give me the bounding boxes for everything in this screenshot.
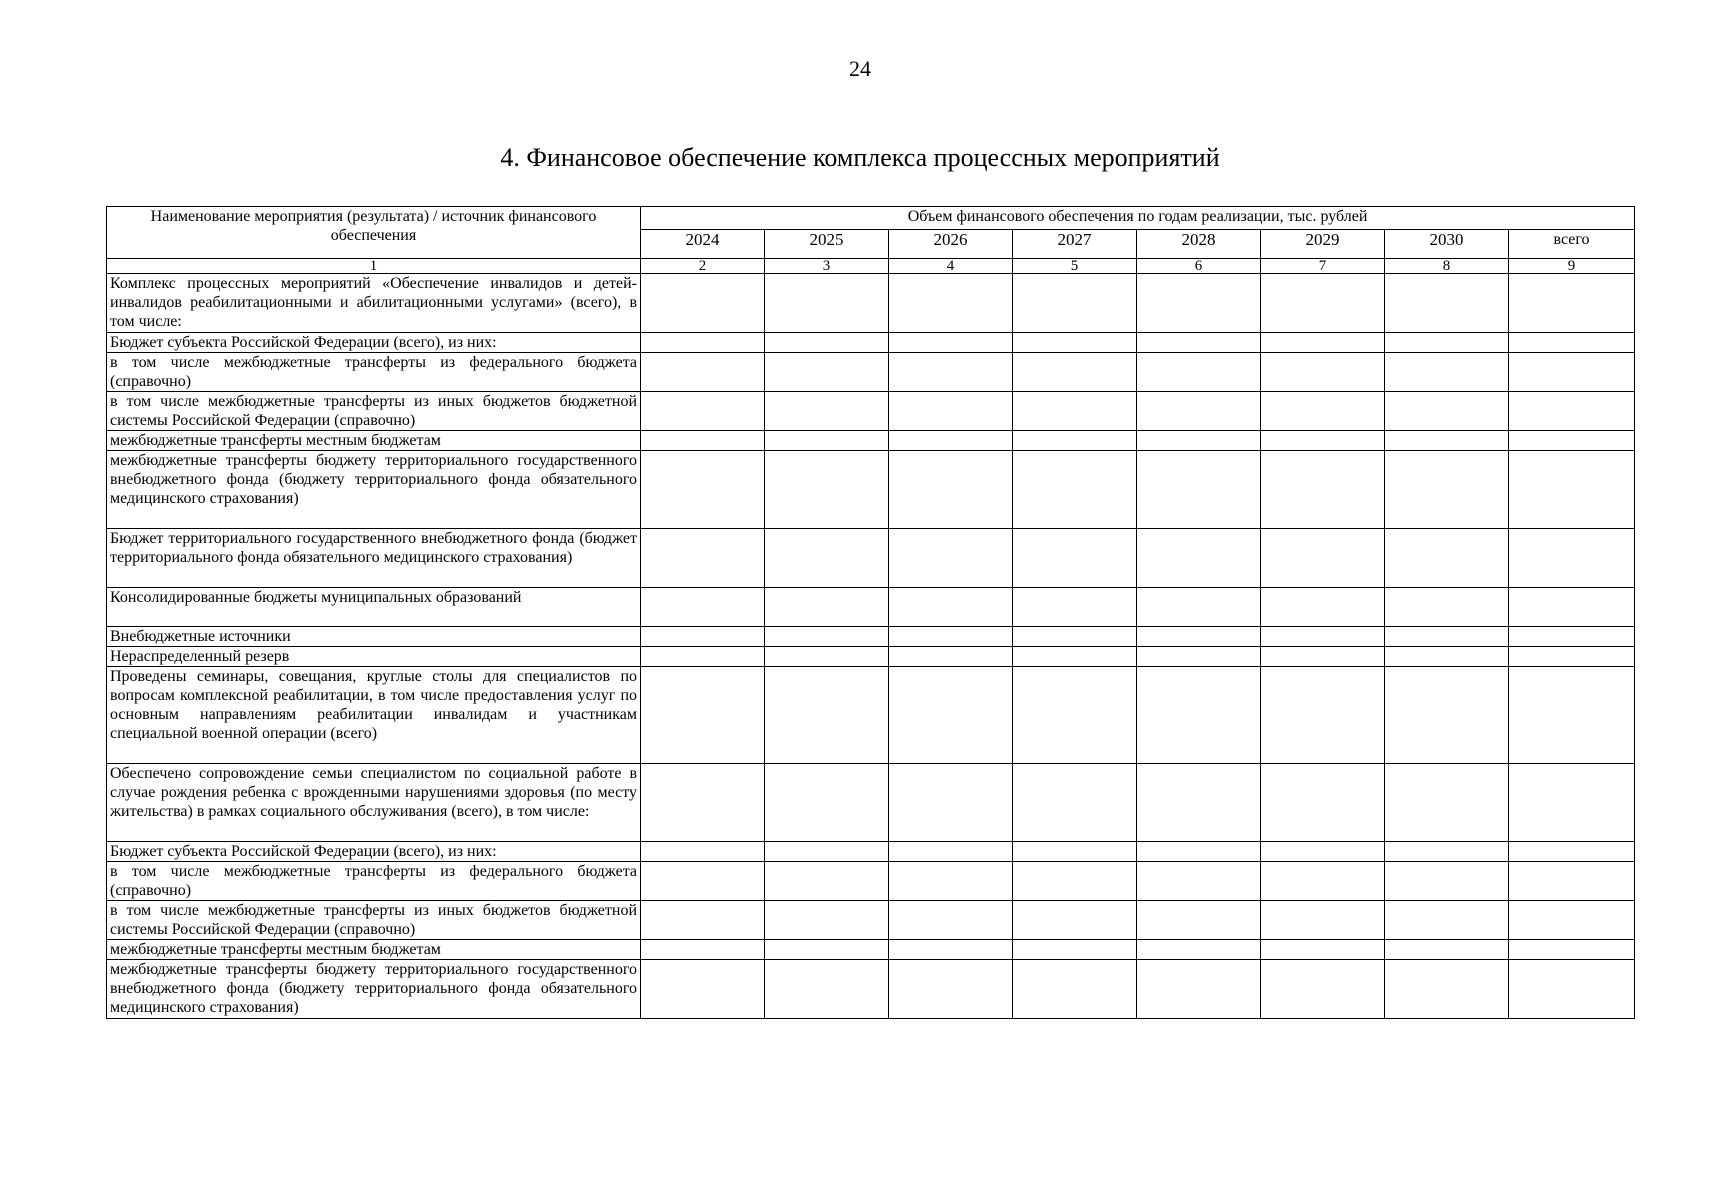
column-number: 9 [1509, 259, 1635, 274]
value-cell [889, 333, 1013, 353]
row-label: в том числе межбюджетные трансферты из иных бюджетов бюджетной системы Российской Федерации (справочно) [107, 392, 641, 431]
table-row [107, 529, 1635, 588]
column-number: 4 [889, 259, 1013, 274]
value-cell [1509, 901, 1635, 940]
table-row [107, 392, 1635, 431]
value-cell [1509, 274, 1635, 333]
value-cell [1013, 940, 1137, 960]
value-cell [1137, 960, 1261, 1019]
value-cell [1137, 274, 1261, 333]
value-cell [1013, 647, 1137, 667]
value-cell [641, 862, 765, 901]
value-cell [641, 647, 765, 667]
value-cell [1261, 960, 1385, 1019]
value-cell [765, 333, 889, 353]
row-label: Бюджет субъекта Российской Федерации (всего), из них: [107, 333, 641, 353]
value-cell [1261, 862, 1385, 901]
row-label: межбюджетные трансферты местным бюджетам [107, 940, 641, 960]
value-cell [1261, 627, 1385, 647]
row-label: Проведены семинары, совещания, круглые столы для специалистов по вопросам комплексной реабилитации, в том числе предоставления услуг по основным направлениям реабилитации инвалидам и участникам специальной военной операции (всего) [107, 667, 641, 764]
value-cell [1137, 627, 1261, 647]
column-number: 5 [1013, 259, 1137, 274]
value-cell [641, 274, 765, 333]
row-label: Внебюджетные источники [107, 627, 641, 647]
value-cell [765, 842, 889, 862]
value-cell [1137, 588, 1261, 627]
value-cell [1137, 529, 1261, 588]
value-cell [1385, 451, 1509, 529]
value-cell [641, 451, 765, 529]
row-label: Бюджет территориального государственного внебюджетного фонда (бюджет территориального фонда обязательного медицинского страхования) [107, 529, 641, 588]
value-cell [1261, 940, 1385, 960]
column-number: 2 [641, 259, 765, 274]
table-row [107, 353, 1635, 392]
row-label: Бюджет субъекта Российской Федерации (всего), из них: [107, 842, 641, 862]
value-cell [1013, 764, 1137, 842]
value-cell [1261, 842, 1385, 862]
value-cell [1261, 333, 1385, 353]
value-cell [641, 588, 765, 627]
value-cell [1013, 333, 1137, 353]
value-cell [1013, 842, 1137, 862]
row-label: в том числе межбюджетные трансферты из иных бюджетов бюджетной системы Российской Федерации (справочно) [107, 901, 641, 940]
value-cell [1385, 529, 1509, 588]
header-volume: Объем финансового обеспечения по годам реализации, тыс. рублей [641, 207, 1635, 230]
table-row [107, 627, 1635, 647]
value-cell [1509, 667, 1635, 764]
value-cell [1509, 960, 1635, 1019]
value-cell [1261, 353, 1385, 392]
value-cell [1385, 588, 1509, 627]
value-cell [1385, 392, 1509, 431]
value-cell [1261, 901, 1385, 940]
value-cell [1261, 647, 1385, 667]
value-cell [1385, 842, 1509, 862]
table-row [107, 274, 1635, 333]
value-cell [1509, 451, 1635, 529]
value-cell [1509, 862, 1635, 901]
value-cell [765, 451, 889, 529]
table-row [107, 960, 1635, 1019]
header-year: 2029 [1261, 230, 1385, 259]
row-label: межбюджетные трансферты бюджету территориального государственного внебюджетного фонда (бюджету территориального фонда обязательного медицинского страхования) [107, 960, 641, 1019]
header-name: Наименование мероприятия (результата) / источник финансового обеспечения [107, 207, 641, 259]
value-cell [1509, 529, 1635, 588]
row-label: в том числе межбюджетные трансферты из федерального бюджета (справочно) [107, 353, 641, 392]
value-cell [765, 529, 889, 588]
value-cell [1137, 333, 1261, 353]
document-title: 4. Финансовое обеспечение комплекса процессных мероприятий [500, 143, 1220, 172]
value-cell [641, 842, 765, 862]
table-row [107, 588, 1635, 627]
value-cell [765, 627, 889, 647]
value-cell [641, 392, 765, 431]
value-cell [1013, 392, 1137, 431]
value-cell [1013, 451, 1137, 529]
value-cell [1013, 901, 1137, 940]
value-cell [641, 940, 765, 960]
value-cell [1013, 588, 1137, 627]
value-cell [1509, 842, 1635, 862]
value-cell [889, 274, 1013, 333]
value-cell [889, 353, 1013, 392]
value-cell [765, 431, 889, 451]
value-cell [1261, 274, 1385, 333]
value-cell [1013, 274, 1137, 333]
value-cell [765, 647, 889, 667]
value-cell [1509, 392, 1635, 431]
value-cell [1137, 431, 1261, 451]
value-cell [1137, 667, 1261, 764]
table-row [107, 842, 1635, 862]
column-number: 7 [1261, 259, 1385, 274]
value-cell [1137, 392, 1261, 431]
value-cell [641, 901, 765, 940]
value-cell [1137, 901, 1261, 940]
value-cell [1137, 842, 1261, 862]
value-cell [1261, 431, 1385, 451]
value-cell [1385, 647, 1509, 667]
row-label: Нераспределенный резерв [107, 647, 641, 667]
row-label: межбюджетные трансферты бюджету территориального государственного внебюджетного фонда (бюджету территориального фонда обязательного медицинского страхования) [107, 451, 641, 529]
table-row [107, 431, 1635, 451]
value-cell [889, 764, 1013, 842]
value-cell [1013, 960, 1137, 1019]
value-cell [1509, 431, 1635, 451]
value-cell [889, 431, 1013, 451]
value-cell [889, 901, 1013, 940]
value-cell [1385, 353, 1509, 392]
header-year: 2030 [1385, 230, 1509, 259]
value-cell [889, 862, 1013, 901]
value-cell [1137, 451, 1261, 529]
value-cell [641, 627, 765, 647]
value-cell [1385, 862, 1509, 901]
value-cell [889, 960, 1013, 1019]
value-cell [1261, 529, 1385, 588]
header-year: 2026 [889, 230, 1013, 259]
row-label: межбюджетные трансферты местным бюджетам [107, 431, 641, 451]
value-cell [889, 647, 1013, 667]
value-cell [1385, 627, 1509, 647]
value-cell [1013, 667, 1137, 764]
value-cell [765, 862, 889, 901]
value-cell [1013, 353, 1137, 392]
value-cell [1137, 862, 1261, 901]
table-row [107, 451, 1635, 529]
table-row [107, 862, 1635, 901]
header-year: 2024 [641, 230, 765, 259]
value-cell [889, 842, 1013, 862]
value-cell [765, 353, 889, 392]
header-year: 2028 [1137, 230, 1261, 259]
value-cell [641, 529, 765, 588]
value-cell [1509, 764, 1635, 842]
value-cell [1261, 392, 1385, 431]
value-cell [1385, 274, 1509, 333]
header-year: 2025 [765, 230, 889, 259]
value-cell [765, 588, 889, 627]
row-label: Комплекс процессных мероприятий «Обеспечение инвалидов и детей-инвалидов реабилитационными и абилитационными услугами» (всего), в том числе: [107, 274, 641, 333]
value-cell [765, 667, 889, 764]
row-label: Консолидированные бюджеты муниципальных образований [107, 588, 641, 627]
value-cell [1385, 901, 1509, 940]
value-cell [1261, 451, 1385, 529]
value-cell [641, 667, 765, 764]
value-cell [1137, 647, 1261, 667]
value-cell [889, 940, 1013, 960]
value-cell [889, 392, 1013, 431]
value-cell [1509, 647, 1635, 667]
value-cell [765, 764, 889, 842]
value-cell [765, 901, 889, 940]
table-row [107, 901, 1635, 940]
column-number: 6 [1137, 259, 1261, 274]
value-cell [1013, 431, 1137, 451]
value-cell [1385, 960, 1509, 1019]
value-cell [1385, 764, 1509, 842]
value-cell [1385, 333, 1509, 353]
value-cell [1261, 764, 1385, 842]
table-row [107, 647, 1635, 667]
page-number: 24 [849, 56, 871, 81]
column-number: 3 [765, 259, 889, 274]
value-cell [1013, 529, 1137, 588]
value-cell [641, 431, 765, 451]
table-row [107, 940, 1635, 960]
column-number: 8 [1385, 259, 1509, 274]
value-cell [889, 588, 1013, 627]
header-total: всего [1509, 230, 1635, 259]
row-label: в том числе межбюджетные трансферты из федерального бюджета (справочно) [107, 862, 641, 901]
value-cell [889, 451, 1013, 529]
table-row [107, 764, 1635, 842]
value-cell [1385, 431, 1509, 451]
value-cell [889, 627, 1013, 647]
value-cell [1013, 627, 1137, 647]
value-cell [641, 333, 765, 353]
value-cell [1013, 862, 1137, 901]
value-cell [1509, 588, 1635, 627]
value-cell [641, 960, 765, 1019]
financing-table [106, 206, 1635, 1019]
value-cell [641, 764, 765, 842]
value-cell [1385, 940, 1509, 960]
value-cell [889, 529, 1013, 588]
value-cell [1509, 333, 1635, 353]
value-cell [1509, 627, 1635, 647]
value-cell [1137, 940, 1261, 960]
value-cell [765, 392, 889, 431]
value-cell [1385, 667, 1509, 764]
value-cell [765, 940, 889, 960]
value-cell [765, 960, 889, 1019]
row-label: Обеспечено сопровождение семьи специалистом по социальной работе в случае рождения ребенка с врожденными нарушениями здоровья (по месту жительства) в рамках социального обслуживания (всего), в том числе: [107, 764, 641, 842]
value-cell [1509, 353, 1635, 392]
table-row [107, 667, 1635, 764]
value-cell [1509, 940, 1635, 960]
value-cell [1137, 353, 1261, 392]
value-cell [765, 274, 889, 333]
header-year: 2027 [1013, 230, 1137, 259]
column-number: 1 [107, 259, 641, 274]
value-cell [641, 353, 765, 392]
value-cell [1261, 667, 1385, 764]
value-cell [1137, 764, 1261, 842]
value-cell [889, 667, 1013, 764]
value-cell [1261, 588, 1385, 627]
table-row [107, 333, 1635, 353]
